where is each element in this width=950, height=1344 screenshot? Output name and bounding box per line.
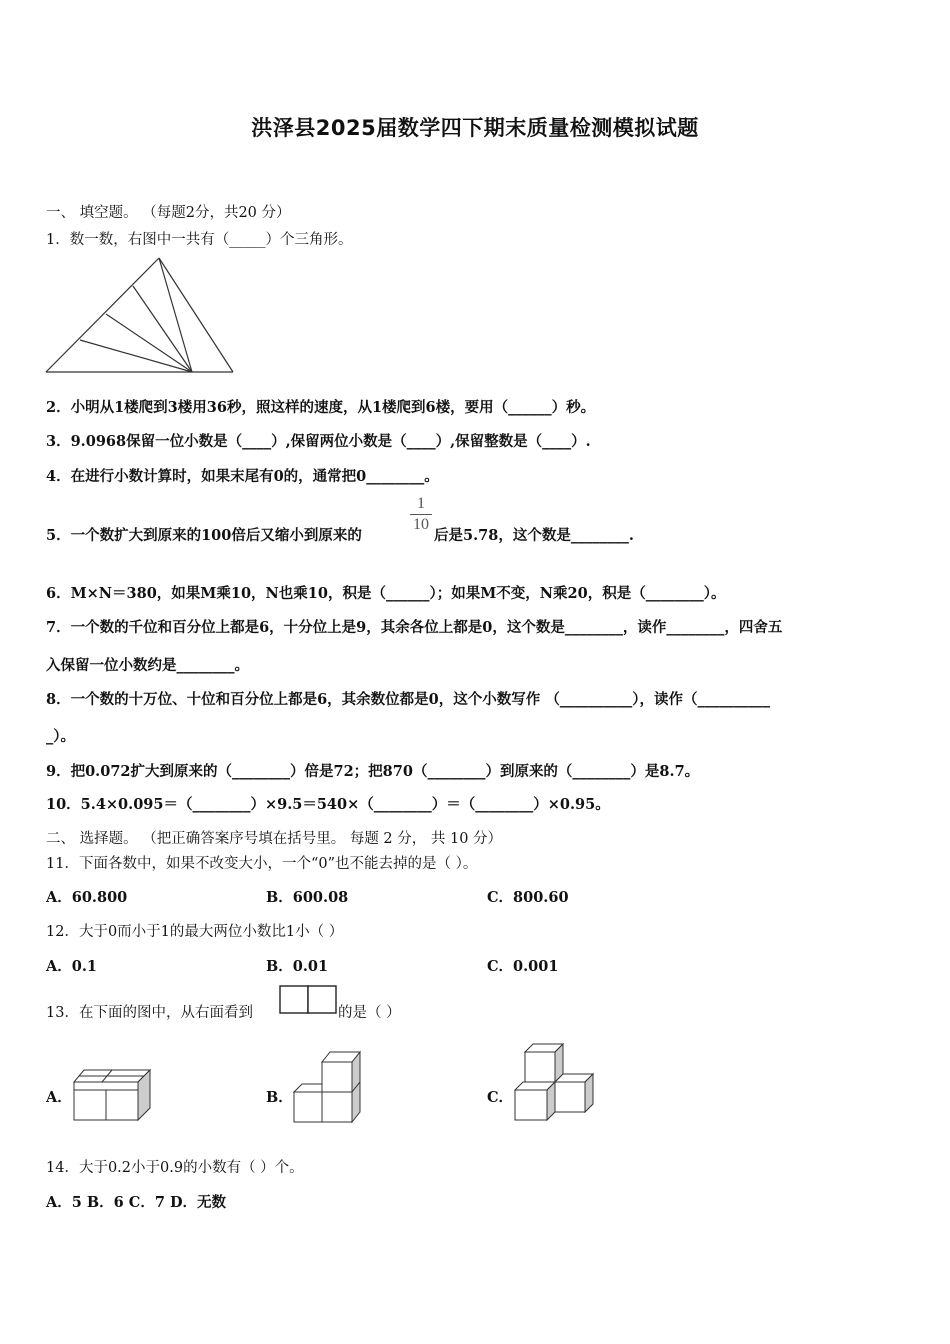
question-7-line-1: 7．一个数的千位和百分位上都是6，十分位上是9，其余各位上都是0，这个数是________，读作________，四舍五 <box>46 619 783 636</box>
question-13-suffix: 的是（ ） <box>338 1005 401 1021</box>
question-6: 6．M×N＝380，如果M乘10，N也乘10，积是（______）；如果M不变，N乘20，积是（________）。 <box>46 585 726 602</box>
q11-option-b: B．600.08 <box>266 889 349 906</box>
q11-option-a: A．60.800 <box>46 889 128 906</box>
question-1: 1．数一数，右图中一共有（_____）个三角形。 <box>46 232 353 248</box>
triangle-figure <box>44 256 236 374</box>
two-square-view-icon <box>279 985 339 1015</box>
question-10: 10．5.4×0.095＝（________）×9.5＝540×（________）＝（________）×0.95。 <box>46 796 610 813</box>
q14-options: A．5 B．6 C．7 D．无数 <box>46 1194 227 1211</box>
question-5-prefix: 5．一个数扩大到原来的100倍后又缩小到原来的 <box>46 527 362 544</box>
fraction-bar <box>410 514 432 515</box>
cube-front <box>106 1090 138 1120</box>
question-13-prefix: 13．在下面的图中，从右面看到 <box>46 1005 253 1021</box>
question-12: 12．大于0而小于1的最大两位小数比1小（ ） <box>46 924 344 940</box>
section-1-heading: 一、 填空题。 （每题2分，共20 分） <box>46 205 291 221</box>
cube-front <box>555 1082 585 1112</box>
question-8-line-2: _）。 <box>46 728 75 745</box>
question-9: 9．把0.072扩大到原来的（________）倍是72；把870（________）到原来的（________）是8.7。 <box>46 763 700 780</box>
question-11: 11．下面各数中，如果不改变大小，一个“0”也不能去掉的是（ ）。 <box>46 856 478 872</box>
q13-option-c-cubes <box>513 1042 597 1122</box>
q12-option-b: B．0.01 <box>266 958 329 975</box>
triangle-edge <box>46 258 159 372</box>
question-3: 3．9.0968保留一位小数是（____）,保留两位小数是（____）,保留整数是（____）. <box>46 433 591 450</box>
cube-front <box>322 1092 352 1122</box>
fraction-one-tenth <box>410 495 432 534</box>
q13-option-a-cubes <box>72 1068 154 1122</box>
section-2-heading: 二、 选择题。 （把正确答案序号填在括号里。 每题 2 分， 共 10 分） <box>46 831 503 847</box>
question-14: 14．大于0.2小于0.9的小数有（ ）个。 <box>46 1160 304 1176</box>
fraction-numerator: 1 <box>417 495 425 512</box>
q12-option-c: C．0.001 <box>487 958 559 975</box>
triangle-inner-line <box>80 340 192 372</box>
q11-option-c: C．800.60 <box>487 889 569 906</box>
question-8-line-1: 8．一个数的十万位、十位和百分位上都是6，其余数位都是0，这个小数写作 （__________），读作（__________ <box>46 691 771 708</box>
q13-option-b-cubes <box>292 1050 364 1124</box>
q13-option-a-label: A． <box>46 1089 72 1106</box>
page-title: 洪泽县2025届数学四下期末质量检测模拟试题 <box>251 116 699 140</box>
question-5-suffix: 后是5.78，这个数是________. <box>434 527 634 544</box>
q12-option-a: A．0.1 <box>46 958 97 975</box>
triangle-inner-line <box>159 258 192 372</box>
cube-top <box>294 1084 322 1092</box>
cube-front <box>525 1052 555 1082</box>
cube-front <box>74 1090 106 1120</box>
question-2: 2．小明从1楼爬到3楼用36秒，照这样的速度，从1楼爬到6楼，要用（______）秒。 <box>46 399 596 416</box>
q13-option-c-label: C． <box>487 1089 514 1106</box>
fraction-denominator: 10 <box>413 516 429 533</box>
cube-front <box>322 1062 352 1092</box>
triangle-inner-line <box>133 286 192 372</box>
q13-option-b-label: B． <box>266 1089 293 1106</box>
cube-front <box>294 1092 322 1122</box>
cube-front <box>515 1090 547 1120</box>
question-7-line-2: 入保留一位小数约是________。 <box>46 657 249 674</box>
question-4: 4．在进行小数计算时，如果末尾有0的，通常把0________。 <box>46 468 439 485</box>
triangle-edge <box>159 258 233 372</box>
triangle-inner-line <box>106 314 192 372</box>
